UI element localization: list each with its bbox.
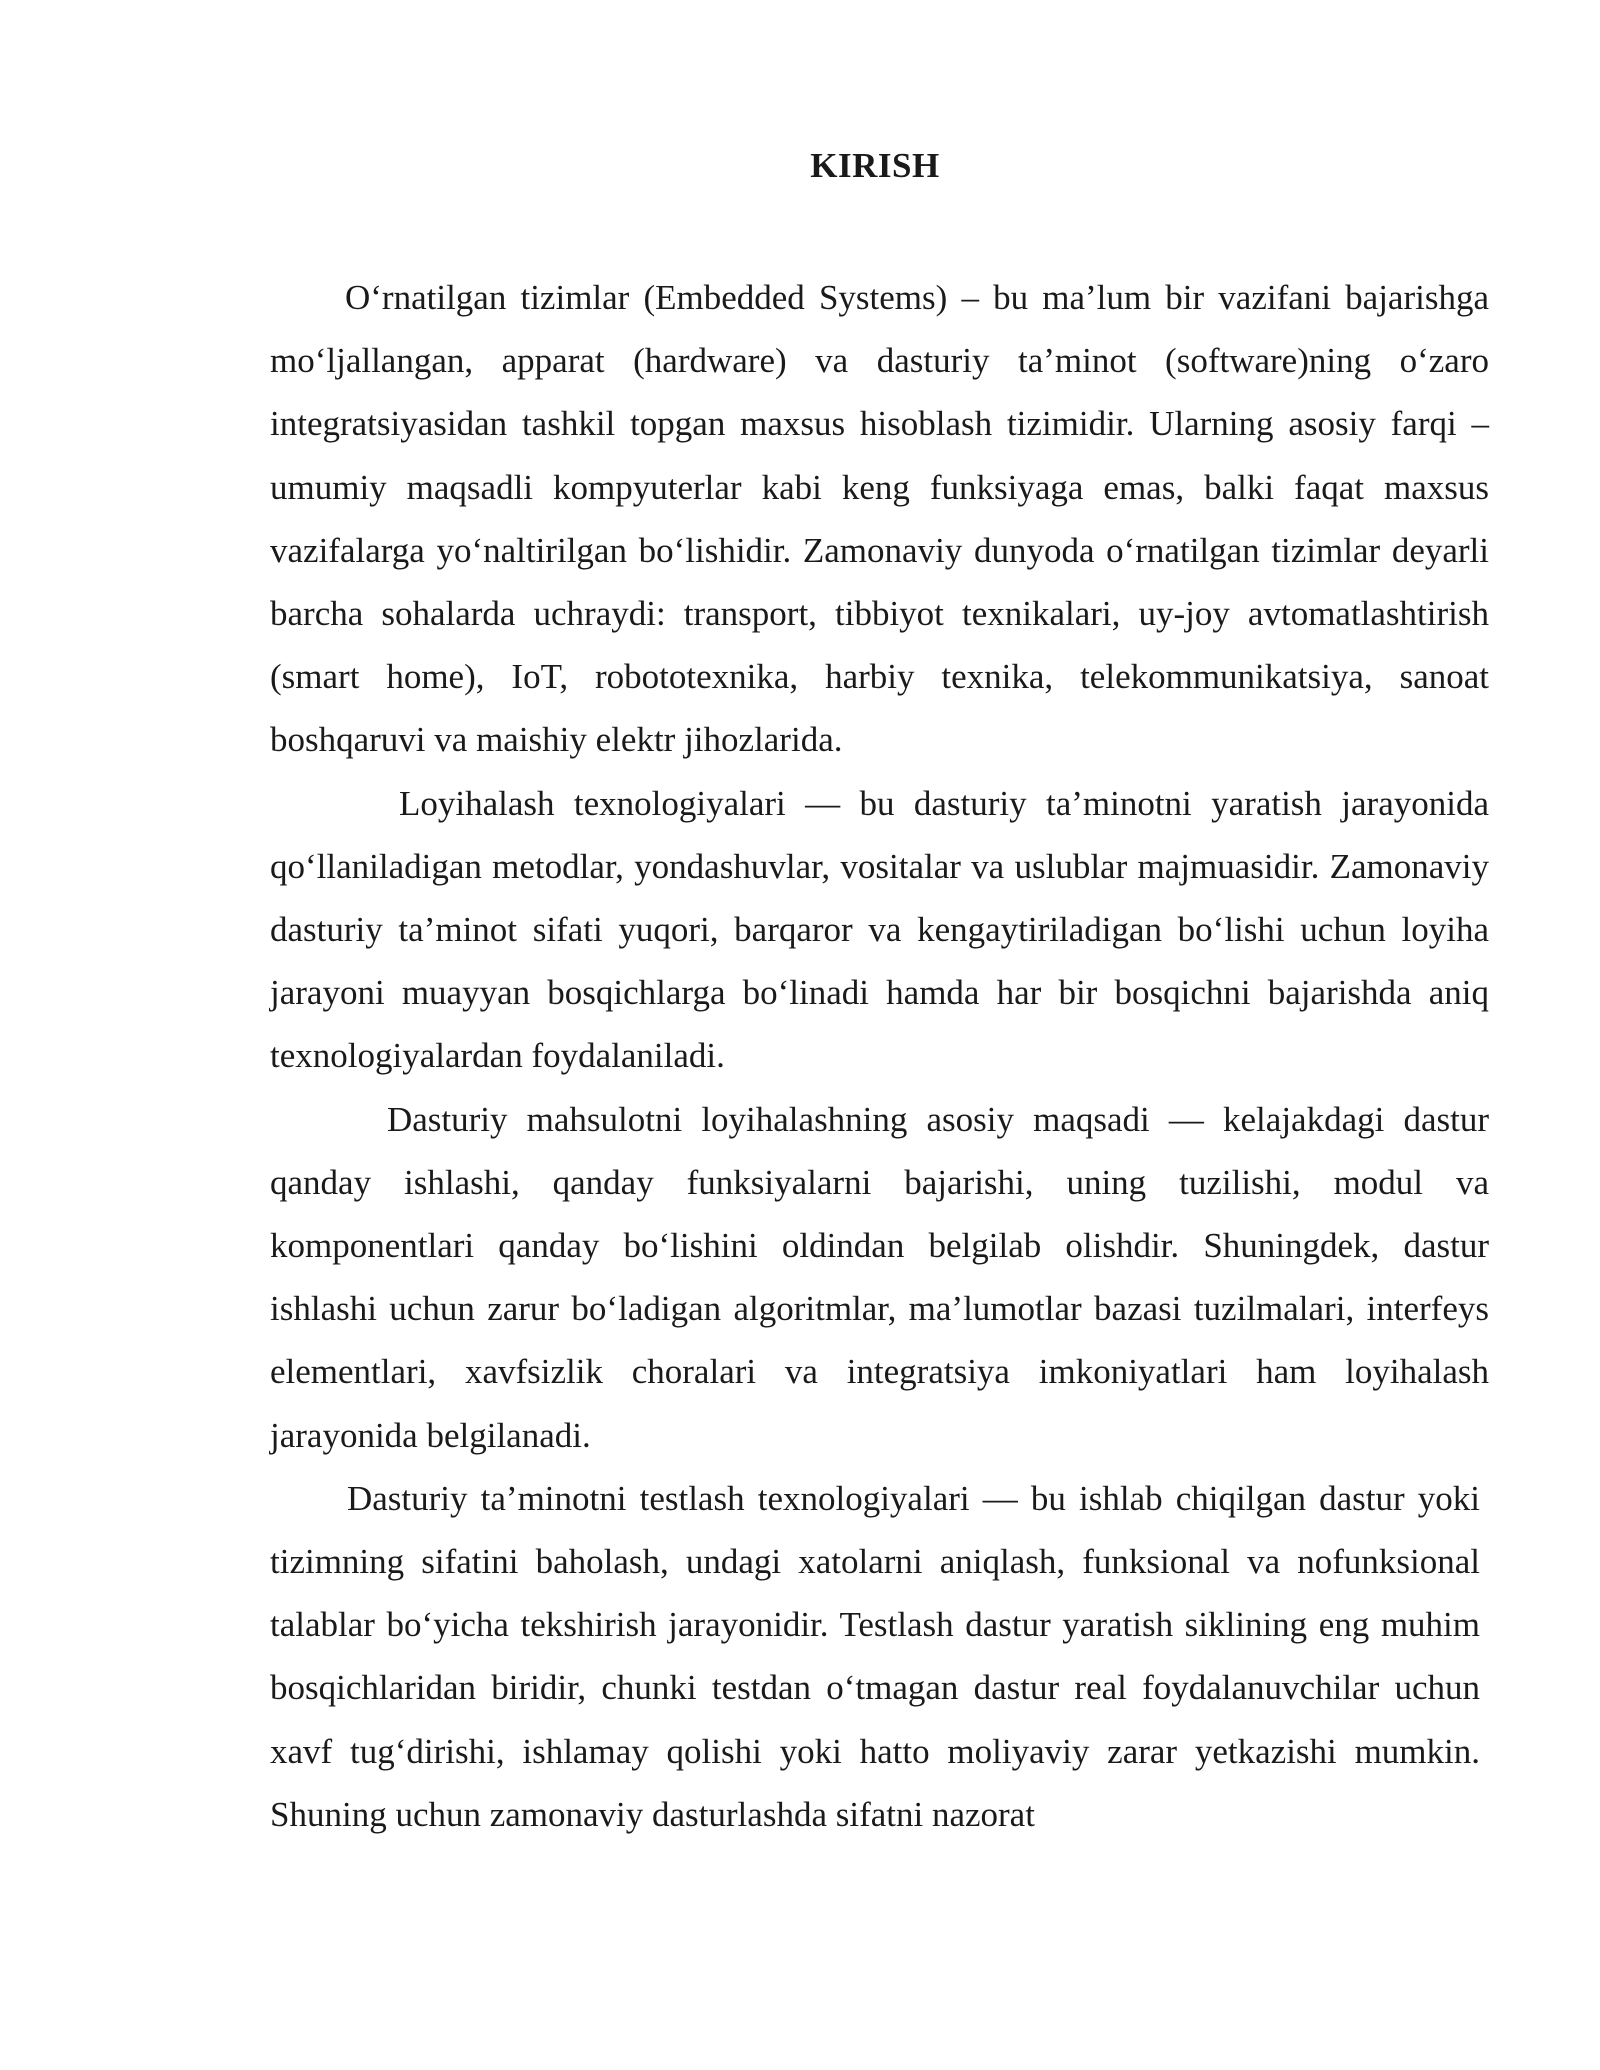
paragraph-testing-technologies: Dasturiy ta’minotni testlash texnologiyalari — bu ishlab chiqilgan dastur yoki tizimning sifatini baholash, undagi xatolarni aniqlash, funksional va nofunksional talablar bo‘yicha tekshirish jarayonidir. Testlash dastur yaratish siklining eng muhim bosqichlaridan biridir, chunki testdan o‘tmagan dastur real foydalanuvchilar uchun xavf tug‘dirishi, ishlamay qolishi yoki hatto moliyaviy zarar yetkazishi mumkin. Shuning uchun zamonaviy dasturlashda sifatni nazorat [270,1478,1480,1834]
paragraph-design-technologies: Loyihalash texnologiyalari — bu dasturiy ta’minotni yaratish jarayonida qo‘llaniladigan metodlar, yondashuvlar, vositalar va uslublar majmuasidir. Zamonaviy dasturiy ta’minot sifati yuqori, barqaror va kengaytiriladigan bo‘lishi uchun loyiha jarayoni muayyan bosqichlarga bo‘linadi hamda har bir bosqichni bajarishda aniq texnologiyalardan foydalaniladi. [270,783,1489,1076]
paragraph-design-goal: Dasturiy mahsulotni loyihalashning asosiy maqsadi — kelajakdagi dastur qanday ishlashi, qanday funksiyalarni bajarishi, uning tuzilishi, modul va komponentlari qanday bo‘lishini oldindan belgilab olishdir. Shuningdek, dastur ishlashi uchun zarur bo‘ladigan algoritmlar, ma’lumotlar bazasi tuzilmalari, interfeys elementlari, xavfsizlik choralari va integratsiya imkoniyatlari ham loyihalash jarayonida belgilanadi. [270,1099,1489,1455]
paragraph-embedded-systems: O‘rnatilgan tizimlar (Embedded Systems) – bu ma’lum bir vazifani bajarishga mo‘ljallangan, apparat (hardware) va dasturiy ta’minot (software)ning o‘zaro integratsiyasidan tashkil topgan maxsus hisoblash tizimidir. Ularning asosiy farqi – umumiy maqsadli kompyuterlar kabi keng funksiyaga emas, balki faqat maxsus vazifalarga yo‘naltirilgan bo‘lishidir. Zamonaviy dunyoda o‘rnatilgan tizimlar deyarli barcha sohalarda uchraydi: transport, tibbiyot texnikalari, uy-joy avtomatlashtirish (smart home), IoT, robototexnika, harbiy texnika, telekommunikatsiya, sanoat boshqaruvi va maishiy elektr jihozlarida. [270,278,1489,760]
page-title: KIRISH [810,146,940,185]
document-body [270,266,1489,1846]
